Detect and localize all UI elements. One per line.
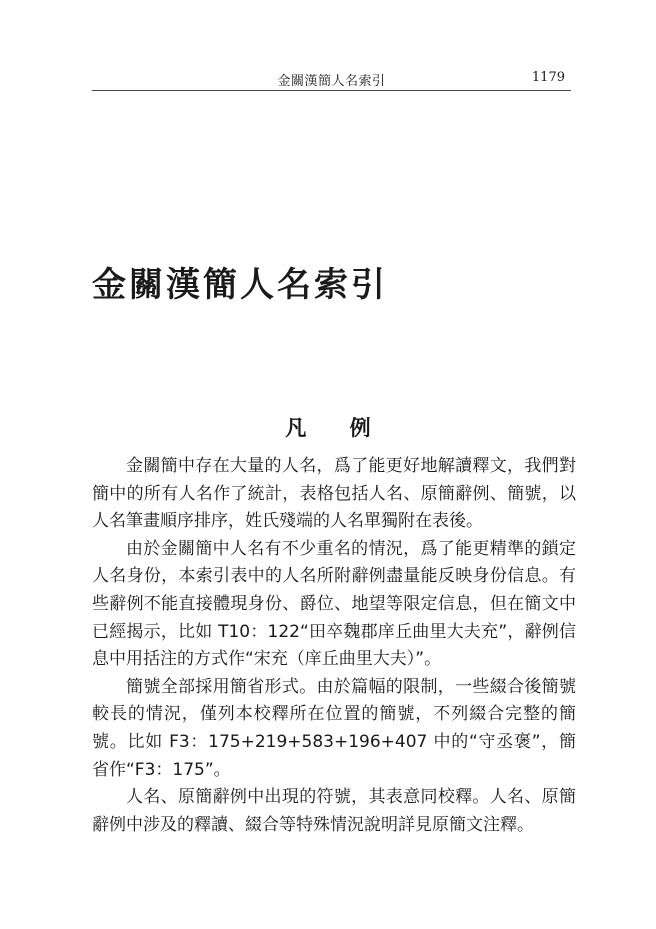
paragraph: 人名、原簡辭例中出現的符號，其表意同校釋。人名、原簡辭例中涉及的釋讀、綴合等特殊情況說明詳見原簡文注釋。 (92, 787, 576, 835)
running-header (92, 68, 571, 91)
body-text (92, 453, 576, 839)
running-title: 金關漢簡人名索引 (277, 74, 386, 89)
paragraph: 金關簡中存在大量的人名，爲了能更好地解讀釋文，我們對簡中的所有人名作了統計，表格包括人名、原簡辭例、簡號，以人名筆畫順序排序，姓氏殘端的人名單獨附在表後。 (92, 456, 576, 532)
document-title: 金關漢簡人名索引 (92, 264, 388, 305)
paragraph: 簡號全部採用簡省形式。由於篇幅的限制，一些綴合後簡號較長的情況，僅列本校釋所在位置的簡號，不列綴合完整的簡號。比如 F3：175+219+583+196+407 中的“守丞褒”，簡省作“F3：175”。 (92, 676, 576, 780)
section-heading: 凡 例 (285, 416, 389, 441)
paragraph: 由於金關簡中人名有不少重名的情況，爲了能更精準的鎖定人名身份，本索引表中的人名所附辭例盡量能反映身份信息。有些辭例不能直接體現身份、爵位、地望等限定信息，但在簡文中已經揭示，比如 T10：122“田卒魏郡庠丘曲里大夫充”，辭例信息中用括注的方式作“宋充（庠丘曲里大夫）”。 (92, 538, 576, 670)
page-number: 1179 (531, 70, 565, 85)
